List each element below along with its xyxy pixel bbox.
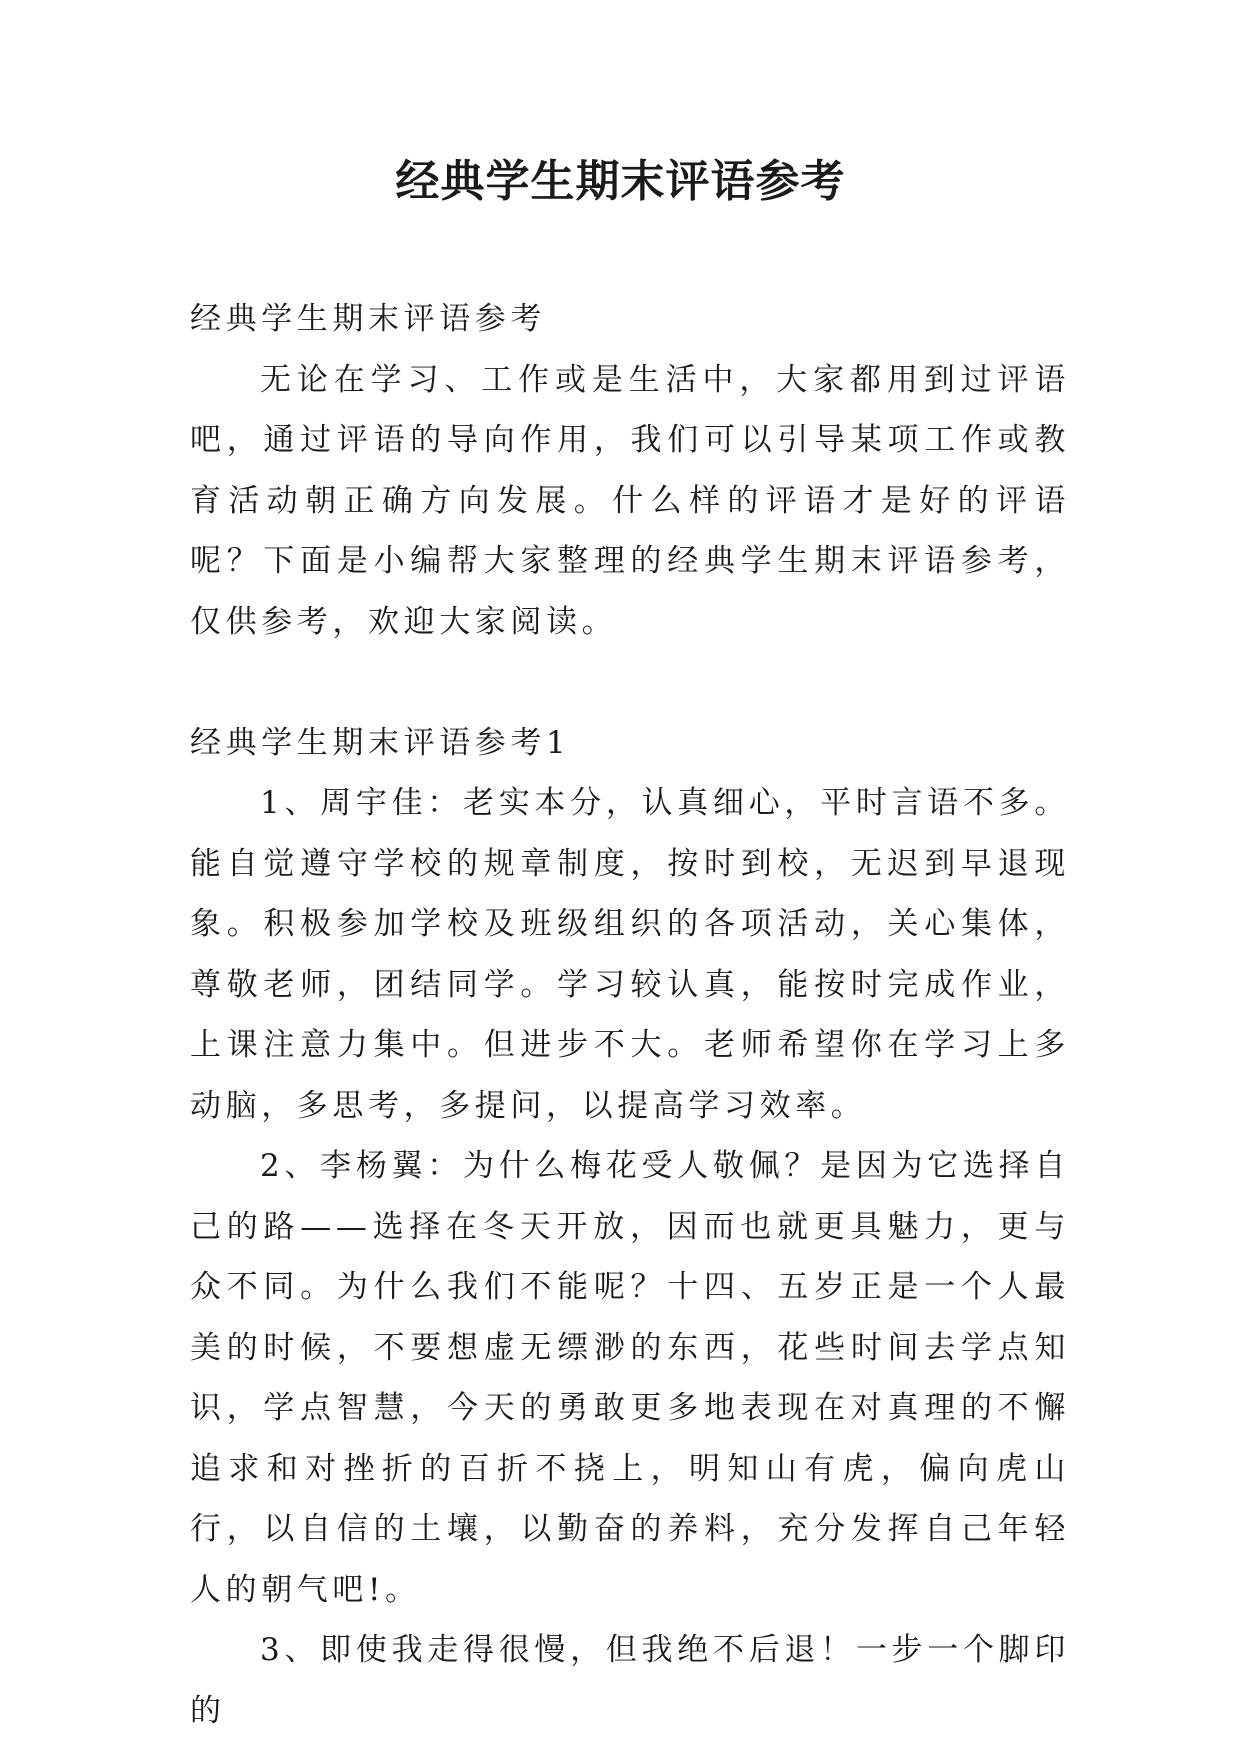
intro-paragraph: 无论在学习、工作或是生活中，大家都用到过评语吧，通过评语的导向作用，我们可以引导某项工作或教育活动朝正确方向发展。什么样的评语才是好的评语呢？下面是小编帮大家整理的经典学生期末评语参考，仅供参考，欢迎大家阅读。 xyxy=(190,361,1070,640)
section-heading: 经典学生期末评语参考1 xyxy=(190,724,571,761)
comment-paragraph: 1、周宇佳：老实本分，认真细心，平时言语不多。能自觉遵守学校的规章制度，按时到校，无迟到早退现象。积极参加学校及班级组织的各项活动，关心集体，尊敬老师，团结同学。学习较认真，能按时完成作业，上课注意力集中。但进步不大。老师希望你在学习上多动脑，多思考，多提问，以提高学习效率。 xyxy=(190,785,1070,1124)
document-subtitle: 经典学生期末评语参考 xyxy=(190,301,546,337)
document-body xyxy=(190,289,1070,1741)
paragraph-spacer xyxy=(190,652,1070,713)
comment-paragraph: 3、即使我走得很慢，但我绝不后退！一步一个脚印的 xyxy=(190,1632,1070,1729)
document-title: 经典学生期末评语参考 xyxy=(395,156,846,207)
comment-paragraph: 2、李杨翼：为什么梅花受人敬佩？是因为它选择自己的路——选择在冬天开放，因而也就更具魅力，更与众不同。为什么我们不能呢？十四、五岁正是一个人最美的时候，不要想虚无缥渺的东西，花些时间去学点知识，学点智慧，今天的勇敢更多地表现在对真理的不懈追求和对挫折的百折不挠上，明知山有虎，偏向虎山行，以自信的土壤，以勤奋的养料，充分发挥自己年轻人的朝气吧!。 xyxy=(190,1148,1070,1608)
